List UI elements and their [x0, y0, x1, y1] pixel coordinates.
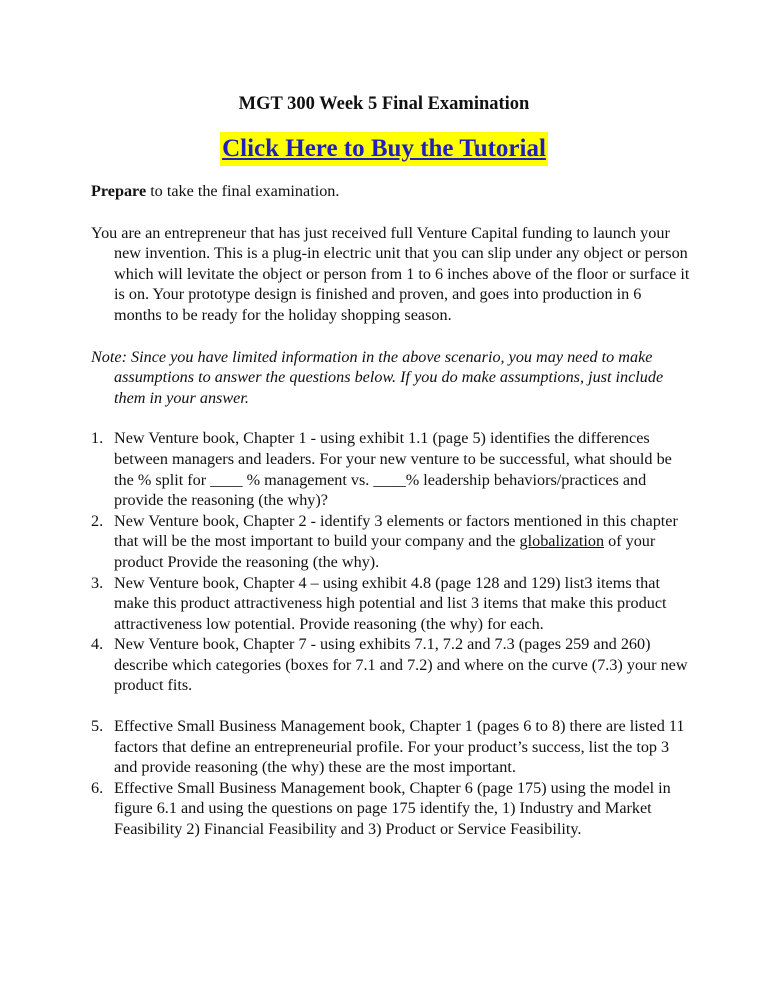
document-body [91, 181, 691, 840]
question-text: New Venture book, Chapter 1 - using exhibit 1.1 (page 5) identifies the differences between managers and leaders. For your new venture to be successful, what should be the % split for ____ % management vs. ____% leadership behaviors/practices and provide the reasoning (the why)? [114, 429, 672, 510]
question-item [91, 428, 691, 510]
prepare-bold-word: Prepare [91, 182, 147, 200]
question-item [91, 573, 691, 635]
questions-list [91, 428, 691, 839]
question-text [114, 512, 678, 571]
buy-tutorial-link[interactable]: Click Here to Buy the Tutorial [220, 132, 548, 166]
question-number: 4. [91, 635, 104, 654]
scenario-paragraph: You are an entrepreneur that has just received full Venture Capital funding to launch your new invention. This is a plug-in electric unit that you can slip under any object or person which will levitate the object or person from 1 to 6 inches above of the floor or surface it is on. Your prototype design is finished and proven, and goes into production in 6 months to be ready for the holiday shopping season. [91, 223, 690, 324]
question-number: 6. [91, 778, 104, 797]
prepare-paragraph [91, 181, 691, 202]
question-text: Effective Small Business Management book, Chapter 6 (page 175) using the model in figure 6.1 and using the questions on page 175 identify the, 1) Industry and Market Feasibility 2) Financial Feasibility and 3) Product or Service Feasibility. [114, 778, 671, 839]
question-text-part: of your product Provide the reasoning (the why). [114, 532, 656, 571]
prepare-text: to take the final examination. [146, 182, 340, 200]
question-item [91, 716, 691, 778]
question-text-part: New Venture book, Chapter 2 - identify 3 elements or factors mentioned in this chapter that will be the most important to build your company and the [114, 511, 678, 551]
tutorial-link-container [0, 132, 768, 166]
question-item [91, 778, 691, 840]
question-number: 2. [91, 511, 104, 530]
question-number: 3. [91, 573, 104, 592]
question-number: 5. [91, 717, 104, 736]
question-text: Effective Small Business Management book, Chapter 1 (pages 6 to 8) there are listed 11 factors that define an entrepreneurial profile. For your product’s success, list the top 3 and provide reasoning (the why) these are the most important. [114, 717, 685, 777]
document-title: MGT 300 Week 5 Final Examination [238, 94, 530, 114]
question-item [91, 511, 691, 573]
note-paragraph: Note: Since you have limited information in the above scenario, you may need to make assumptions to answer the questions below. If you do make assumptions, just include them in your answer. [91, 347, 664, 407]
question-number: 1. [91, 429, 104, 448]
question-item [91, 634, 691, 696]
question-text: New Venture book, Chapter 4 – using exhibit 4.8 (page 128 and 129) list3 items that make this product attractiveness high potential and list 3 items that make this product attractiveness low potential. Provide reasoning (the why) for each. [114, 573, 667, 633]
globalization-underlined-word: globalization [519, 532, 605, 551]
question-text: New Venture book, Chapter 7 - using exhibits 7.1, 7.2 and 7.3 (pages 259 and 260) describe which categories (boxes for 7.1 and 7.2) and where on the curve (7.3) your new product fits. [114, 635, 688, 695]
